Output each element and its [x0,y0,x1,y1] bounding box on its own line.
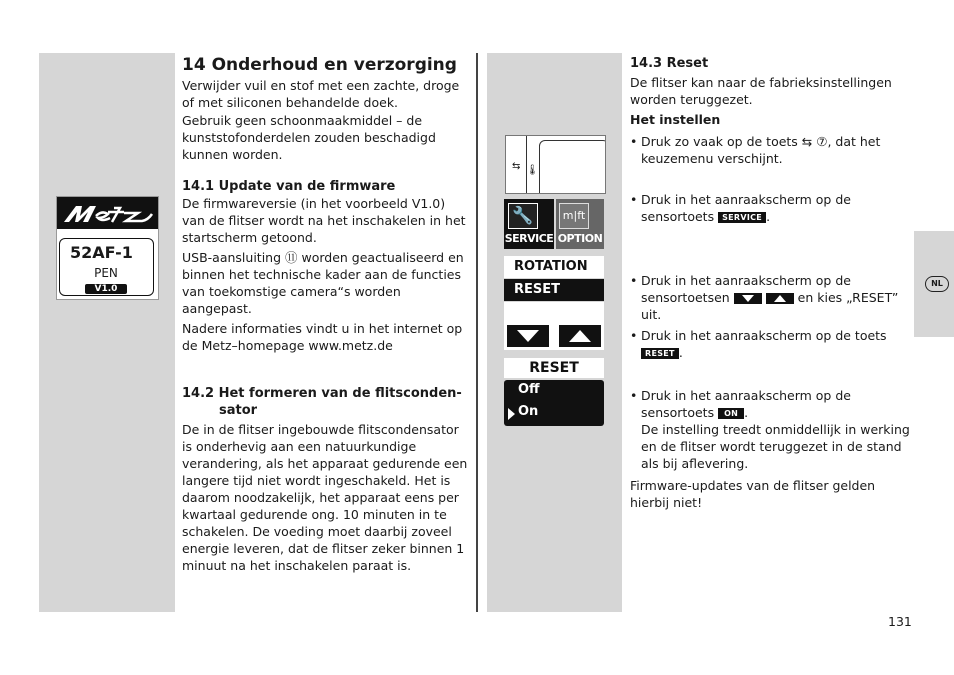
lcd-menu-reset[interactable]: RESET [504,279,604,301]
section-2-title [182,385,472,419]
intro-paragraph-1: Verwijder vuil en stof met een zachte, droge of met siliconen behandelde doek. [182,78,460,110]
arrow-down-icon [517,330,539,342]
section-1-paragraph-2: USB-aansluiting ⑪ worden geactualiseerd en binnen het technische kader aan de functies van toekomstige camera“s worden aangepast. [182,250,464,316]
metz-logo [57,197,158,229]
section-2-title-line-2: sator [219,403,258,418]
device-screen-outline [539,140,606,194]
step-5-result: De instelling treedt onmiddellijk in werking en de flitser wordt teruggezet in de stand als bij aflevering. [641,422,910,471]
left-gray-column [39,53,175,612]
reset-chip: RESET [641,348,679,359]
lcd-tab-option[interactable] [556,199,604,249]
page-title: 14 Onderhoud en verzorging [182,55,457,75]
step-5: • Druk in het aanraakscherm op de sensortoets ON . De instelling treedt onmiddellijk in werking en de flitser wordt teruggezet in de stand als bij aflevering. [630,387,912,472]
step-4-text: Druk in het aanraakscherm op de toets [641,328,887,343]
step-4: • Druk in het aanraakscherm op de toets RESET . [630,327,912,361]
device-side-view [505,135,606,194]
lcd-menu-empty [504,302,604,322]
thermometer-icon: 🌡 [526,165,539,176]
column-divider [476,53,478,612]
page-number: 131 [888,614,912,629]
section-2-title-line-1: 14.2 Het formeren van de flitsconden- [182,386,462,401]
section-2-paragraph: De in de flitser ingebouwde flitscondensator is onderhevig aan een natuurkundige verandering, als het apparaat gedurende een langere tijd niet wordt ingeschakeld. Het is daarom noodzakelijk, het apparaat eens per kwartaal gedurende ong. 10 minuten in te schakelen. De voeding moet daarbij zoveel energie leveren, dat de flitser zeker binnen 1 minuut na het inschakelen paraat is. [182,422,468,573]
reset-dialog-options [504,380,604,426]
arrow-up-icon [569,330,591,342]
step-2: • Druk in het aanraakscherm op de sensortoets SERVICE . [630,191,912,225]
firmware-note: Firmware-updates van de flitser gelden hierbij niet! [630,478,876,510]
up-chip [766,293,794,304]
metz-logo-graphic [62,202,154,224]
left-text-column [182,55,472,574]
reset-dialog-title: RESET [504,358,604,378]
section-1-paragraph-1: De firmwareversie (in het voorbeeld V1.0) van de flitser wordt na het inschakelen in het startscherm getoond. [182,196,466,245]
scroll-down-button[interactable] [507,325,549,347]
step-3-text-end: en kies „RESET” uit. [641,290,899,322]
arrow-down-icon [742,295,754,302]
language-tab [914,231,954,337]
reset-section-title: 14.3 Reset [630,56,709,71]
step-2-text: Druk in het aanraakscherm op de sensortoets [641,192,851,224]
tab-option-label: OPTION [557,232,603,245]
lcd-menu-rotation[interactable]: ROTATION [504,256,604,278]
option-on[interactable]: On [518,404,539,419]
model-box [59,238,154,296]
language-badge: NL [925,276,949,292]
step-3 [630,272,912,323]
step-5-text: Druk in het aanraakscherm op de sensortoets [641,388,851,420]
tab-service-label: SERVICE [504,232,554,245]
step-1: • Druk zo vaak op de toets ⇆ ⑦, dat het keuzemenu verschijnt. [630,133,912,167]
down-chip [734,293,762,304]
wrench-icon: 🔧 [508,203,538,229]
intro-paragraph-2: Gebruik geen schoonmaakmiddel – de kunststofonderdelen zouden beschadigd kunnen worden. [182,113,436,162]
lcd-tab-service[interactable] [504,199,554,249]
service-chip: SERVICE [718,212,766,223]
mode-button-icon: ⇆ [512,161,521,172]
version-label: V1.0 [85,284,127,294]
mode-label: PEN [94,266,118,280]
step-3-text: Druk in het aanraakscherm op de sensortoetsen [641,273,851,305]
arrow-up-icon [774,295,786,302]
instructions-subtitle: Het instellen [630,112,721,127]
mft-icon: m|ft [559,203,589,229]
on-chip: ON [718,408,744,419]
right-text-column [630,55,912,511]
reset-intro: De flitser kan naar de fabrieksinstellingen worden teruggezet. [630,75,892,107]
section-1-title: 14.1 Update van de firmware [182,179,396,194]
section-1-paragraph-3: Nadere informaties vindt u in het internet op de Metz–homepage www.metz.de [182,321,463,353]
model-name: 52AF-1 [70,243,133,262]
selection-pointer-icon [508,408,515,420]
scroll-up-button[interactable] [559,325,601,347]
option-off[interactable]: Off [518,382,540,397]
device-start-screen [56,196,159,300]
